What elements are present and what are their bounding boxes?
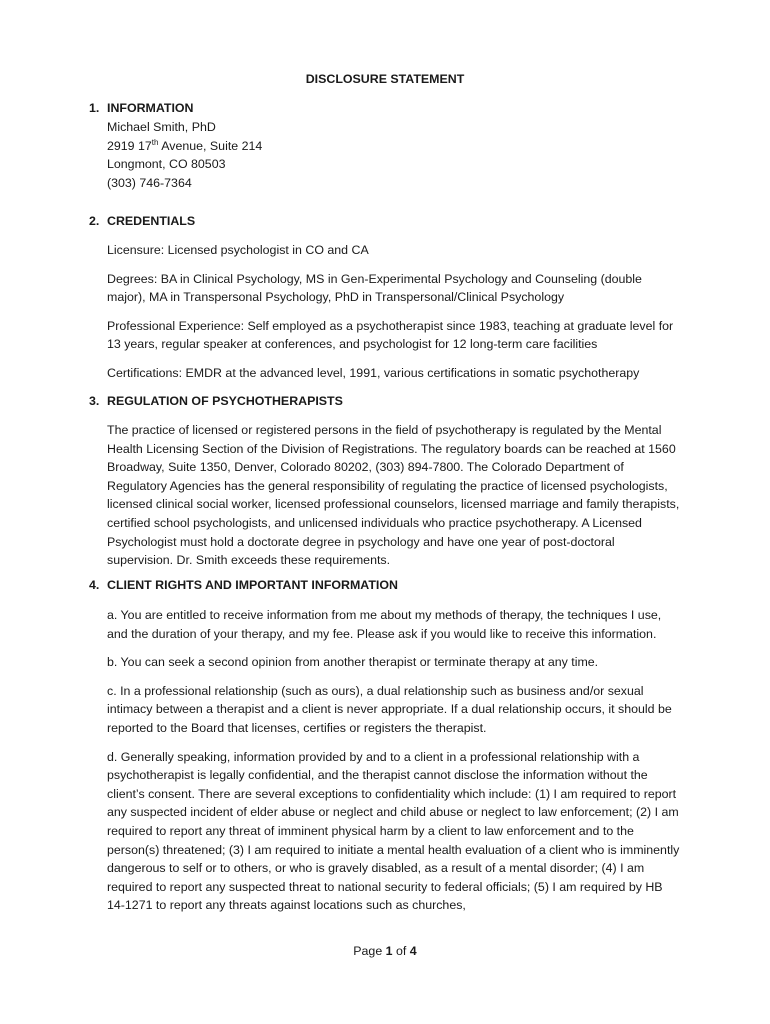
section-heading-client-rights (89, 576, 398, 595)
client-rights-item-d: d. Generally speaking, information provided by and to a client in a professional relationship with a psychotherapist is legally confidential, and the therapist cannot disclose the information without the client’s consent. There are several exceptions to confidentiality which include: (1) I am required to report any suspected incident of elder abuse or neglect and child abuse or neglect to law enforcement; (2) I am required to report any threat of imminent physical harm by a client to law enforcement and to the person(s) threatened; (3) I am required to initiate a mental health evaluation of a client who is imminently dangerous to self or to others, or who is gravely disabled, as a result of a mental disorder; (4) I am required to report any suspected threat to national security to federal officials; (5) I am required by HB 14-1271 to report any threats against locations such as churches, (107, 749, 680, 913)
section-title: CLIENT RIGHTS AND IMPORTANT INFORMATION (107, 578, 398, 592)
section-number: 1. (89, 101, 100, 115)
current-page-number: 1 (385, 944, 393, 958)
section-heading-credentials (89, 212, 195, 231)
total-pages-number: 4 (409, 944, 417, 958)
section-title: REGULATION OF PSYCHOTHERAPISTS (107, 394, 343, 408)
section-number: 3. (89, 394, 100, 408)
credentials-block (107, 241, 682, 393)
section-heading-regulation (89, 392, 343, 411)
credentials-certifications: Certifications: EMDR at the advanced level, 1991, various certifications in somatic psychotherapy (107, 365, 640, 380)
page-of-label: of (392, 944, 410, 958)
regulation-block (107, 421, 682, 580)
client-rights-item-b: b. You can seek a second opinion from another therapist or terminate therapy at any time. (107, 655, 599, 670)
credentials-degrees: Degrees: BA in Clinical Psychology, MS in Gen-Experimental Psychology and Counseling (double major), MA in Transpersonal Psychology, PhD in Transpersonal/Clinical Psychology (107, 271, 642, 305)
credentials-experience: Professional Experience: Self employed as a psychotherapist since 1983, teaching at graduate level for 13 years, regular speaker at conferences, and psychologist for 12 long-term care facilities (107, 318, 674, 352)
section-number: 2. (89, 214, 100, 228)
credentials-licensure: Licensure: Licensed psychologist in CO and CA (107, 243, 369, 257)
regulation-body: The practice of licensed or registered persons in the field of psychotherapy is regulated by the Mental Health Licensing Section of the Division of Registrations. The regulatory boards can be reached at 1560 Broadway, Suite 1350, Denver, Colorado 80202, (303) 894-7800. The Colorado Department of Regulatory Agencies has the general responsibility of regulating the practice of licensed psychologists, licensed clinical social worker, licensed professional counselors, licensed marriage and family therapists, certified school psychologists, and unlicensed individuals who practice psychotherapy. A Licensed Psychologist must hold a doctorate degree in psychology and have one year of post-doctoral supervision. Dr. Smith exceeds these requirements. (107, 423, 680, 568)
client-rights-item-a: a. You are entitled to receive information from me about my methods of therapy, the techniques I use, and the duration of your therapy, and my fee. Please ask if you would like to receive this information. (107, 608, 662, 641)
document-title: DISCLOSURE STATEMENT (305, 72, 465, 86)
contact-block (107, 118, 682, 192)
client-rights-block (107, 606, 682, 925)
section-number: 4. (89, 578, 100, 592)
page-footer (0, 942, 770, 961)
page-label: Page (353, 944, 386, 958)
contact-phone: (303) 746-7364 (107, 175, 192, 190)
section-title: INFORMATION (107, 101, 194, 115)
section-heading-information (89, 99, 194, 118)
client-rights-item-c: c. In a professional relationship (such as ours), a dual relationship such as business and/or sexual intimacy between a therapist and a client is never appropriate. If a dual relationship occurs, it should be reported to the Board that licenses, certifies or registers the therapist. (107, 683, 672, 735)
contact-street: 2919 17th Avenue, Suite 214 (107, 137, 263, 153)
section-title: CREDENTIALS (107, 214, 196, 228)
contact-name: Michael Smith, PhD (107, 120, 216, 134)
contact-city: Longmont, CO 80503 (107, 157, 226, 172)
